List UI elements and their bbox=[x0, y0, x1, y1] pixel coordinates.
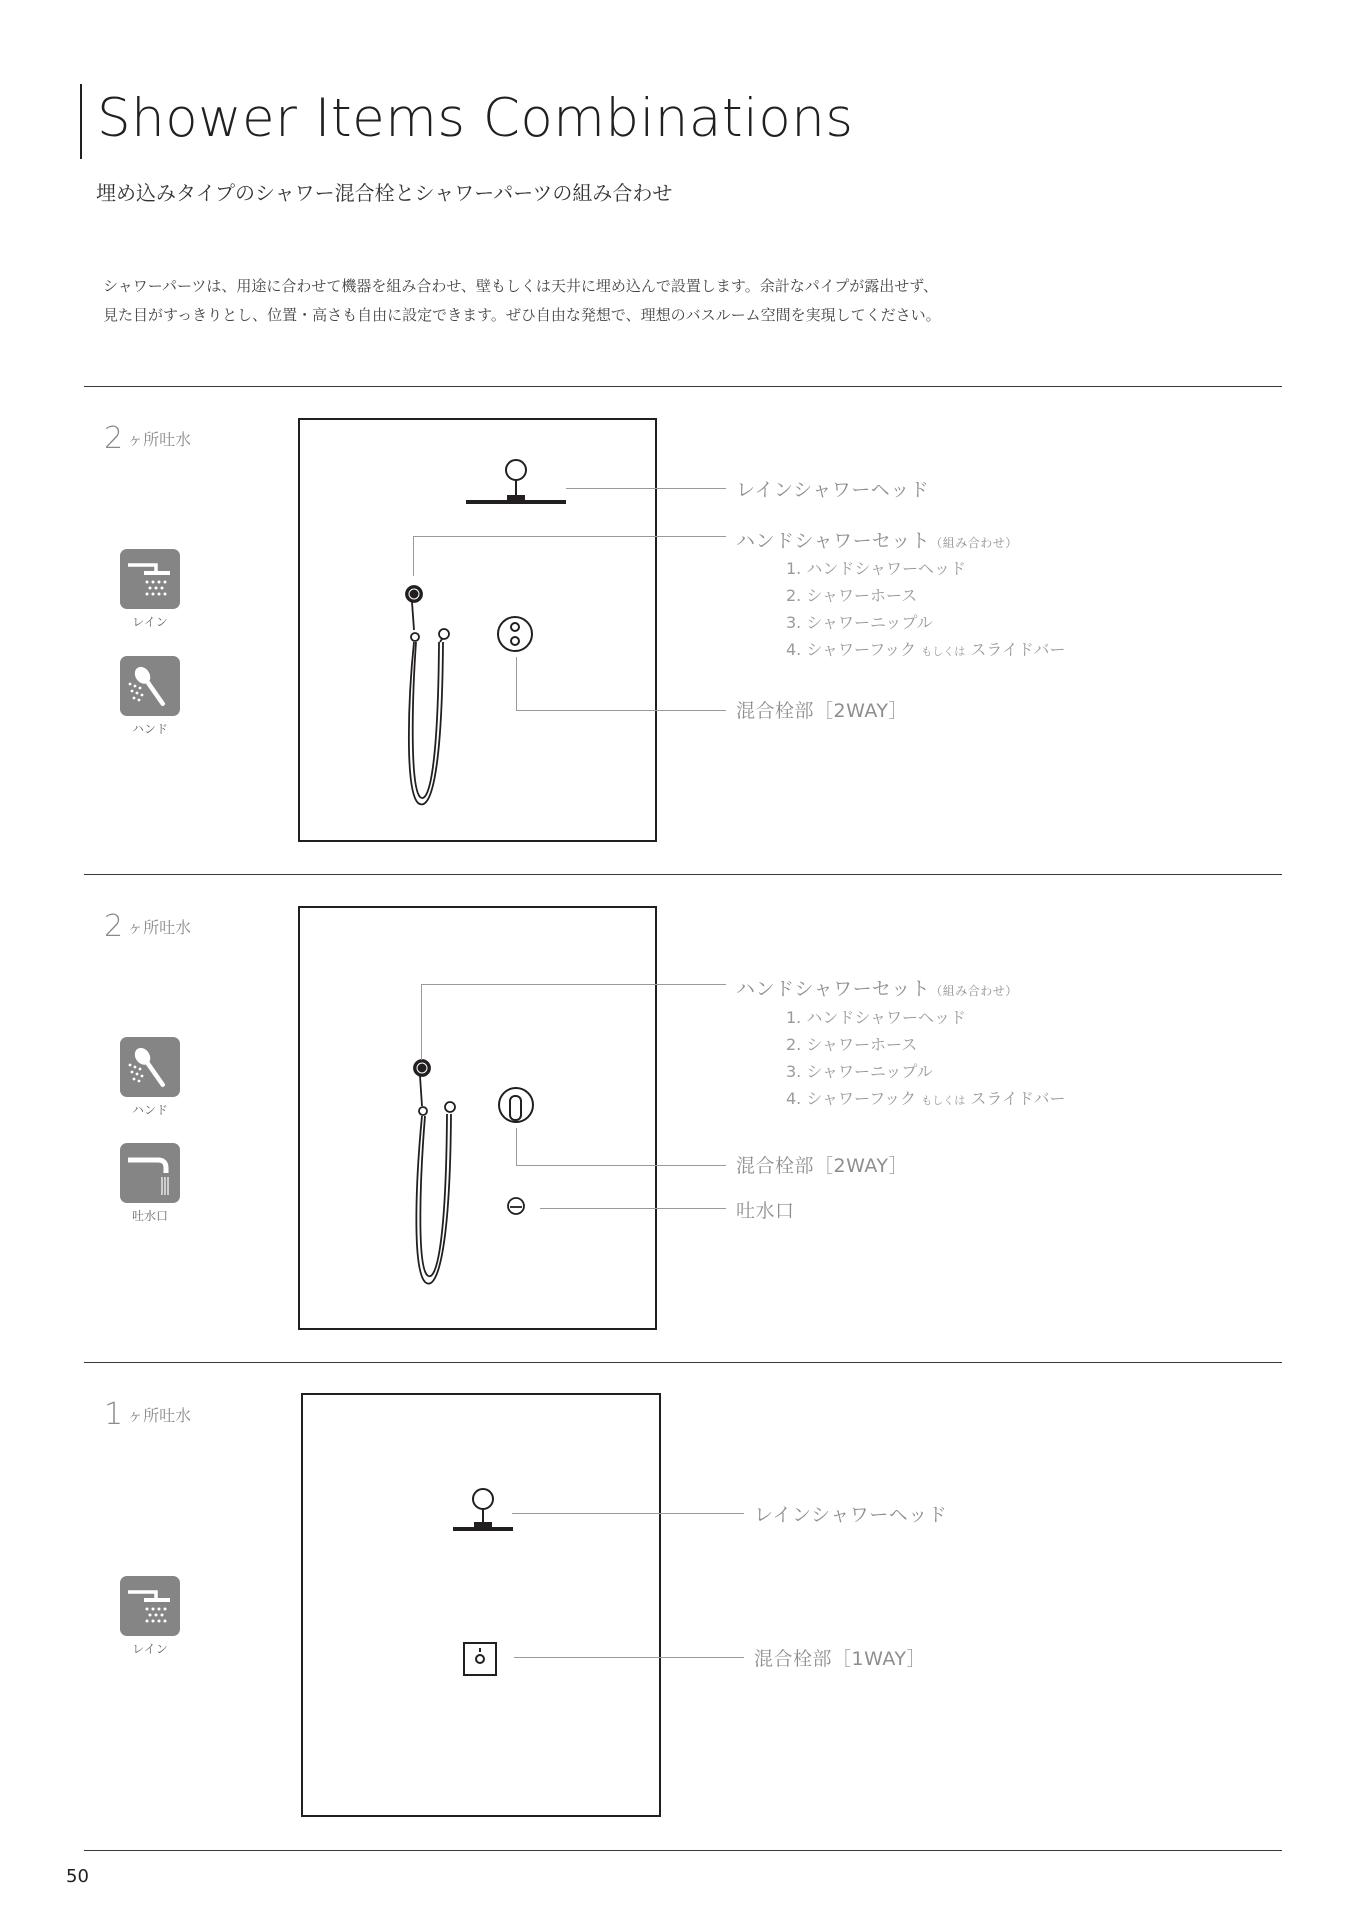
section-1-label bbox=[104, 421, 191, 456]
part-item-4 bbox=[786, 1086, 1066, 1109]
part-item-1 bbox=[786, 1005, 966, 1028]
intro-text bbox=[103, 272, 941, 330]
part-text: シャワーフック bbox=[806, 1089, 917, 1108]
section-count: 1 bbox=[104, 1397, 124, 1432]
label-text: ハンドシャワーセット bbox=[736, 978, 931, 1000]
icon-caption: レイン bbox=[132, 1642, 168, 1656]
part-num: 3. bbox=[786, 1062, 802, 1081]
part-item-2 bbox=[786, 583, 917, 606]
icon-caption: レイン bbox=[132, 615, 168, 629]
leader-line bbox=[516, 710, 726, 711]
title-accent-bar bbox=[80, 84, 82, 159]
label-mixer: 混合栓部［2WAY］ bbox=[736, 700, 908, 722]
part-small: もしくは bbox=[921, 645, 966, 658]
part-small: もしくは bbox=[921, 1094, 966, 1107]
label-hand-shower-set bbox=[736, 974, 1018, 1001]
part-item-4 bbox=[786, 637, 1066, 660]
leader-line bbox=[413, 536, 414, 576]
section-divider bbox=[84, 1850, 1282, 1851]
leader-line bbox=[512, 1513, 744, 1514]
leader-line bbox=[421, 984, 422, 1060]
part-num: 2. bbox=[786, 586, 802, 605]
section-count: 2 bbox=[104, 421, 124, 456]
label-note: （組み合わせ） bbox=[930, 984, 1018, 998]
section-count-label: ヶ所吐水 bbox=[127, 1406, 192, 1425]
label-mixer: 混合栓部［1WAY］ bbox=[754, 1648, 926, 1670]
leader-line bbox=[421, 984, 726, 985]
mixer-lever-icon bbox=[499, 1088, 533, 1122]
intro-line-1: シャワーパーツは、用途に合わせて機器を組み合わせ、壁もしくは天井に埋め込んで設置します。余計なパイプが露出せず、 bbox=[103, 277, 939, 295]
spout-outlet-icon bbox=[508, 1198, 524, 1214]
label-text: ハンドシャワーセット bbox=[736, 530, 931, 552]
icon-caption: 吐水口 bbox=[131, 1209, 168, 1223]
page-title: Shower Items Combinations bbox=[97, 88, 854, 149]
part-text: シャワーニップル bbox=[806, 613, 933, 632]
combination-drawing bbox=[300, 420, 655, 840]
leader-line bbox=[516, 657, 517, 710]
part-text-2: スライドバー bbox=[970, 640, 1066, 659]
part-num: 1. bbox=[786, 559, 802, 578]
part-text: シャワーホース bbox=[806, 586, 918, 605]
page-subtitle: 埋め込みタイプのシャワー混合栓とシャワーパーツの組み合わせ bbox=[96, 181, 673, 205]
spout-icon bbox=[120, 1143, 180, 1203]
icon-caption: ハンド bbox=[131, 722, 168, 736]
hand-shower-icon bbox=[120, 1037, 180, 1097]
part-num: 2. bbox=[786, 1035, 802, 1054]
rain-shower-icon bbox=[120, 549, 180, 609]
leader-line bbox=[540, 1208, 726, 1209]
product-diagram-frame bbox=[301, 1393, 661, 1817]
leader-line bbox=[516, 1165, 726, 1166]
label-rain-shower-head: レインシャワーヘッド bbox=[754, 1504, 948, 1526]
label-note: （組み合わせ） bbox=[930, 536, 1018, 550]
part-item-1 bbox=[786, 556, 966, 579]
label-mixer: 混合栓部［2WAY］ bbox=[736, 1155, 908, 1177]
part-num: 3. bbox=[786, 613, 802, 632]
part-item-3 bbox=[786, 1059, 933, 1082]
leader-line bbox=[516, 1128, 517, 1165]
hand-shower-drawing bbox=[414, 1060, 455, 1284]
rain-shower-head-icon bbox=[453, 1489, 513, 1531]
page-number: 50 bbox=[66, 1866, 89, 1887]
part-item-2 bbox=[786, 1032, 917, 1055]
mixer-1way-icon bbox=[464, 1643, 496, 1675]
section-count-label: ヶ所吐水 bbox=[127, 430, 192, 449]
part-text: ハンドシャワーヘッド bbox=[806, 1008, 967, 1027]
part-num: 4. bbox=[786, 640, 802, 659]
part-text: シャワーホース bbox=[806, 1035, 918, 1054]
icon-caption: ハンド bbox=[131, 1103, 168, 1117]
part-text: シャワーフック bbox=[806, 640, 917, 659]
leader-line bbox=[566, 488, 726, 489]
section-divider bbox=[84, 386, 1282, 387]
part-text: シャワーニップル bbox=[806, 1062, 933, 1081]
section-3-label bbox=[104, 1397, 191, 1432]
label-hand-shower-set bbox=[736, 526, 1018, 553]
combination-drawing bbox=[303, 1395, 659, 1815]
section-divider bbox=[84, 874, 1282, 875]
intro-line-2: 見た目がすっきりとし、位置・高さも自由に設定できます。ぜひ自由な発想で、理想のバスルーム空間を実現してください。 bbox=[103, 306, 941, 324]
label-spout: 吐水口 bbox=[736, 1200, 795, 1222]
rain-shower-head-icon bbox=[466, 460, 566, 504]
leader-line bbox=[514, 1657, 744, 1658]
rain-shower-icon bbox=[120, 1576, 180, 1636]
part-num: 1. bbox=[786, 1008, 802, 1027]
section-divider bbox=[84, 1362, 1282, 1363]
hand-shower-drawing bbox=[406, 586, 449, 804]
section-count: 2 bbox=[104, 909, 124, 944]
part-text-2: スライドバー bbox=[970, 1089, 1066, 1108]
label-rain-shower-head: レインシャワーヘッド bbox=[736, 479, 930, 501]
product-diagram-frame bbox=[298, 906, 657, 1330]
product-diagram-frame bbox=[298, 418, 657, 842]
part-item-3 bbox=[786, 610, 933, 633]
combination-drawing bbox=[300, 908, 655, 1328]
section-2-label bbox=[104, 909, 191, 944]
hand-shower-icon bbox=[120, 656, 180, 716]
section-count-label: ヶ所吐水 bbox=[127, 918, 192, 937]
leader-line bbox=[413, 536, 726, 537]
part-num: 4. bbox=[786, 1089, 802, 1108]
part-text: ハンドシャワーヘッド bbox=[806, 559, 967, 578]
mixer-2way-icon bbox=[498, 617, 532, 651]
